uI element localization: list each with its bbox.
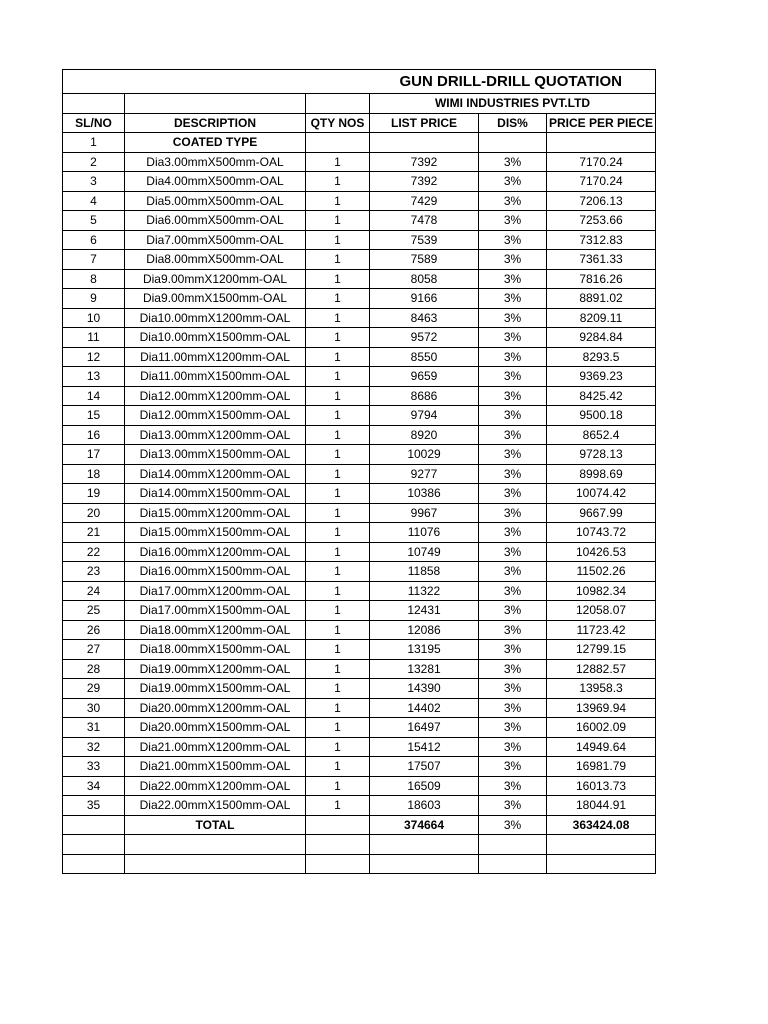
table-row	[63, 191, 656, 211]
price-per-piece-cell: 8293.5	[547, 347, 656, 367]
list-price-cell: 10029	[370, 445, 479, 465]
qty-cell: 1	[306, 757, 370, 777]
price-per-piece-cell: 7206.13	[547, 191, 656, 211]
sl-cell: 24	[63, 581, 125, 601]
description-cell: Dia5.00mmX500mm-OAL	[125, 191, 306, 211]
discount-cell: 3%	[479, 542, 547, 562]
column-header: QTY NOS	[306, 113, 370, 133]
list-price-cell: 14390	[370, 679, 479, 699]
list-price-cell: 11322	[370, 581, 479, 601]
qty-cell: 1	[306, 230, 370, 250]
list-price-cell: 9166	[370, 289, 479, 309]
description-cell: Dia10.00mmX1200mm-OAL	[125, 308, 306, 328]
sl-cell: 7	[63, 250, 125, 270]
sl-cell: 17	[63, 445, 125, 465]
discount-cell: 3%	[479, 757, 547, 777]
table-row	[63, 796, 656, 816]
qty-cell: 1	[306, 211, 370, 231]
list-price-cell: 17507	[370, 757, 479, 777]
description-cell: Dia9.00mmX1500mm-OAL	[125, 289, 306, 309]
list-price-cell: 10386	[370, 484, 479, 504]
description-cell: Dia17.00mmX1200mm-OAL	[125, 581, 306, 601]
table-row	[63, 464, 656, 484]
table-row	[63, 679, 656, 699]
description-cell: Dia16.00mmX1200mm-OAL	[125, 542, 306, 562]
table-row	[63, 425, 656, 445]
empty-cell	[125, 835, 306, 855]
discount-cell: 3%	[479, 679, 547, 699]
price-per-piece-cell: 12058.07	[547, 601, 656, 621]
description-cell: Dia16.00mmX1500mm-OAL	[125, 562, 306, 582]
price-per-piece-cell: 7170.24	[547, 152, 656, 172]
list-price-cell: 11076	[370, 523, 479, 543]
list-price-cell: 12086	[370, 620, 479, 640]
discount-cell: 3%	[479, 776, 547, 796]
description-cell: Dia7.00mmX500mm-OAL	[125, 230, 306, 250]
discount-cell: 3%	[479, 581, 547, 601]
sl-cell: 30	[63, 698, 125, 718]
description-cell: Dia13.00mmX1500mm-OAL	[125, 445, 306, 465]
table-row	[63, 542, 656, 562]
sl-cell: 31	[63, 718, 125, 738]
discount-cell: 3%	[479, 191, 547, 211]
qty-cell: 1	[306, 425, 370, 445]
sl-cell: 9	[63, 289, 125, 309]
price-per-piece-cell: 10426.53	[547, 542, 656, 562]
company-name: WIMI INDUSTRIES PVT.LTD	[370, 94, 656, 114]
sl-cell: 16	[63, 425, 125, 445]
price-per-piece-cell: 13969.94	[547, 698, 656, 718]
price-per-piece-cell: 16981.79	[547, 757, 656, 777]
title-spacer-cell	[125, 70, 306, 94]
price-per-piece-cell: 9500.18	[547, 406, 656, 426]
table-row	[63, 698, 656, 718]
table-row	[63, 328, 656, 348]
discount-cell: 3%	[479, 523, 547, 543]
table-row	[63, 445, 656, 465]
sl-cell: 21	[63, 523, 125, 543]
description-cell: Dia19.00mmX1500mm-OAL	[125, 679, 306, 699]
table-row	[63, 659, 656, 679]
title-spacer-cell	[63, 70, 125, 94]
title-spacer-cell	[306, 70, 370, 94]
qty-cell: 1	[306, 250, 370, 270]
discount-cell: 3%	[479, 250, 547, 270]
table-row	[63, 737, 656, 757]
discount-cell: 3%	[479, 503, 547, 523]
section-row	[63, 133, 656, 153]
price-per-piece-cell: 7253.66	[547, 211, 656, 231]
table-row	[63, 386, 656, 406]
sl-cell: 18	[63, 464, 125, 484]
total-price-per-piece: 363424.08	[547, 815, 656, 835]
company-row	[63, 94, 656, 114]
qty-cell: 1	[306, 347, 370, 367]
qty-cell: 1	[306, 581, 370, 601]
price-per-piece-cell: 9667.99	[547, 503, 656, 523]
table-row	[63, 503, 656, 523]
price-per-piece-cell: 8998.69	[547, 464, 656, 484]
sl-cell: 8	[63, 269, 125, 289]
discount-cell: 3%	[479, 308, 547, 328]
empty-row	[63, 854, 656, 874]
list-price-cell: 8058	[370, 269, 479, 289]
list-price-cell: 7392	[370, 152, 479, 172]
table-row	[63, 289, 656, 309]
price-per-piece-cell: 8891.02	[547, 289, 656, 309]
table-row	[63, 757, 656, 777]
list-price-cell: 7589	[370, 250, 479, 270]
discount-cell: 3%	[479, 211, 547, 231]
description-cell: Dia4.00mmX500mm-OAL	[125, 172, 306, 192]
qty-cell: 1	[306, 386, 370, 406]
column-header: DESCRIPTION	[125, 113, 306, 133]
description-cell: Dia18.00mmX1200mm-OAL	[125, 620, 306, 640]
qty-cell: 1	[306, 503, 370, 523]
table-row	[63, 718, 656, 738]
discount-cell: 3%	[479, 386, 547, 406]
sl-cell: 35	[63, 796, 125, 816]
table-row	[63, 776, 656, 796]
discount-cell: 3%	[479, 562, 547, 582]
list-price-cell: 18603	[370, 796, 479, 816]
sl-cell: 20	[63, 503, 125, 523]
qty-cell: 1	[306, 289, 370, 309]
discount-cell: 3%	[479, 601, 547, 621]
discount-cell: 3%	[479, 796, 547, 816]
sl-cell: 3	[63, 172, 125, 192]
description-cell: Dia22.00mmX1500mm-OAL	[125, 796, 306, 816]
discount-cell: 3%	[479, 445, 547, 465]
quotation-table	[62, 69, 656, 874]
qty-cell: 1	[306, 698, 370, 718]
empty-cell	[125, 854, 306, 874]
empty-cell	[63, 835, 125, 855]
description-cell: Dia19.00mmX1200mm-OAL	[125, 659, 306, 679]
table-row	[63, 562, 656, 582]
empty-cell	[370, 133, 479, 153]
qty-cell: 1	[306, 484, 370, 504]
sl-cell: 26	[63, 620, 125, 640]
price-per-piece-cell: 11723.42	[547, 620, 656, 640]
sl-cell: 12	[63, 347, 125, 367]
empty-cell	[479, 133, 547, 153]
price-per-piece-cell: 7312.83	[547, 230, 656, 250]
description-cell: Dia14.00mmX1500mm-OAL	[125, 484, 306, 504]
qty-cell: 1	[306, 718, 370, 738]
sl-cell: 27	[63, 640, 125, 660]
discount-cell: 3%	[479, 289, 547, 309]
discount-cell: 3%	[479, 718, 547, 738]
list-price-cell: 8920	[370, 425, 479, 445]
table-row	[63, 269, 656, 289]
price-per-piece-cell: 10982.34	[547, 581, 656, 601]
table-row	[63, 601, 656, 621]
empty-cell	[306, 854, 370, 874]
table-row	[63, 484, 656, 504]
description-cell: Dia6.00mmX500mm-OAL	[125, 211, 306, 231]
price-per-piece-cell: 16002.09	[547, 718, 656, 738]
qty-cell: 1	[306, 172, 370, 192]
empty-cell	[370, 854, 479, 874]
total-discount: 3%	[479, 815, 547, 835]
table-row	[63, 152, 656, 172]
description-cell: Dia11.00mmX1200mm-OAL	[125, 347, 306, 367]
empty-cell	[63, 854, 125, 874]
price-per-piece-cell: 11502.26	[547, 562, 656, 582]
price-per-piece-cell: 9369.23	[547, 367, 656, 387]
sl-cell: 34	[63, 776, 125, 796]
qty-cell: 1	[306, 191, 370, 211]
qty-cell: 1	[306, 542, 370, 562]
discount-cell: 3%	[479, 737, 547, 757]
header-row	[63, 113, 656, 133]
discount-cell: 3%	[479, 367, 547, 387]
qty-cell: 1	[306, 640, 370, 660]
title-row	[63, 70, 656, 94]
qty-cell: 1	[306, 269, 370, 289]
empty-cell	[306, 94, 370, 114]
description-cell: Dia13.00mmX1200mm-OAL	[125, 425, 306, 445]
total-row	[63, 815, 656, 835]
empty-cell	[479, 835, 547, 855]
discount-cell: 3%	[479, 464, 547, 484]
total-list-price: 374664	[370, 815, 479, 835]
list-price-cell: 9277	[370, 464, 479, 484]
table-row	[63, 250, 656, 270]
empty-cell	[306, 133, 370, 153]
empty-cell	[125, 94, 306, 114]
qty-cell: 1	[306, 523, 370, 543]
list-price-cell: 16509	[370, 776, 479, 796]
qty-cell: 1	[306, 601, 370, 621]
total-label: TOTAL	[125, 815, 306, 835]
description-cell: Dia11.00mmX1500mm-OAL	[125, 367, 306, 387]
description-cell: Dia20.00mmX1500mm-OAL	[125, 718, 306, 738]
table-row	[63, 172, 656, 192]
sl-cell: 33	[63, 757, 125, 777]
sl-cell: 6	[63, 230, 125, 250]
discount-cell: 3%	[479, 620, 547, 640]
description-cell: Dia18.00mmX1500mm-OAL	[125, 640, 306, 660]
description-cell: Dia20.00mmX1200mm-OAL	[125, 698, 306, 718]
price-per-piece-cell: 16013.73	[547, 776, 656, 796]
list-price-cell: 7539	[370, 230, 479, 250]
description-cell: Dia14.00mmX1200mm-OAL	[125, 464, 306, 484]
description-cell: Dia12.00mmX1500mm-OAL	[125, 406, 306, 426]
description-cell: Dia22.00mmX1200mm-OAL	[125, 776, 306, 796]
sl-cell: 13	[63, 367, 125, 387]
sl-cell: 22	[63, 542, 125, 562]
list-price-cell: 16497	[370, 718, 479, 738]
price-per-piece-cell: 8652.4	[547, 425, 656, 445]
section-title: COATED TYPE	[125, 133, 306, 153]
discount-cell: 3%	[479, 347, 547, 367]
list-price-cell: 7392	[370, 172, 479, 192]
sl-cell: 15	[63, 406, 125, 426]
discount-cell: 3%	[479, 640, 547, 660]
list-price-cell: 11858	[370, 562, 479, 582]
column-header: LIST PRICE	[370, 113, 479, 133]
empty-cell	[306, 815, 370, 835]
discount-cell: 3%	[479, 152, 547, 172]
table-row	[63, 211, 656, 231]
qty-cell: 1	[306, 406, 370, 426]
sl-cell: 2	[63, 152, 125, 172]
price-per-piece-cell: 14949.64	[547, 737, 656, 757]
sl-cell: 29	[63, 679, 125, 699]
table-row	[63, 230, 656, 250]
list-price-cell: 9572	[370, 328, 479, 348]
page-title: GUN DRILL-DRILL QUOTATION	[370, 70, 656, 94]
list-price-cell: 8463	[370, 308, 479, 328]
description-cell: Dia10.00mmX1500mm-OAL	[125, 328, 306, 348]
price-per-piece-cell: 8425.42	[547, 386, 656, 406]
empty-cell	[306, 835, 370, 855]
column-header: SL/NO	[63, 113, 125, 133]
empty-cell	[547, 854, 656, 874]
list-price-cell: 13281	[370, 659, 479, 679]
qty-cell: 1	[306, 308, 370, 328]
list-price-cell: 8686	[370, 386, 479, 406]
sl-cell: 28	[63, 659, 125, 679]
qty-cell: 1	[306, 562, 370, 582]
list-price-cell: 7429	[370, 191, 479, 211]
list-price-cell: 8550	[370, 347, 479, 367]
discount-cell: 3%	[479, 269, 547, 289]
qty-cell: 1	[306, 776, 370, 796]
price-per-piece-cell: 10074.42	[547, 484, 656, 504]
list-price-cell: 10749	[370, 542, 479, 562]
column-header: DIS%	[479, 113, 547, 133]
qty-cell: 1	[306, 367, 370, 387]
sl-cell: 4	[63, 191, 125, 211]
sl-cell: 5	[63, 211, 125, 231]
discount-cell: 3%	[479, 659, 547, 679]
sl-cell: 14	[63, 386, 125, 406]
list-price-cell: 14402	[370, 698, 479, 718]
sl-cell: 19	[63, 484, 125, 504]
description-cell: Dia15.00mmX1200mm-OAL	[125, 503, 306, 523]
price-per-piece-cell: 12799.15	[547, 640, 656, 660]
list-price-cell: 7478	[370, 211, 479, 231]
price-per-piece-cell: 9728.13	[547, 445, 656, 465]
table-row	[63, 523, 656, 543]
table-row	[63, 347, 656, 367]
price-per-piece-cell: 8209.11	[547, 308, 656, 328]
sl-cell: 10	[63, 308, 125, 328]
description-cell: Dia3.00mmX500mm-OAL	[125, 152, 306, 172]
description-cell: Dia8.00mmX500mm-OAL	[125, 250, 306, 270]
sl-cell: 1	[63, 133, 125, 153]
empty-cell	[479, 854, 547, 874]
list-price-cell: 9967	[370, 503, 479, 523]
qty-cell: 1	[306, 152, 370, 172]
price-per-piece-cell: 10743.72	[547, 523, 656, 543]
qty-cell: 1	[306, 737, 370, 757]
table-row	[63, 640, 656, 660]
empty-cell	[63, 94, 125, 114]
qty-cell: 1	[306, 679, 370, 699]
description-cell: Dia12.00mmX1200mm-OAL	[125, 386, 306, 406]
qty-cell: 1	[306, 328, 370, 348]
description-cell: Dia21.00mmX1500mm-OAL	[125, 757, 306, 777]
discount-cell: 3%	[479, 172, 547, 192]
description-cell: Dia9.00mmX1200mm-OAL	[125, 269, 306, 289]
qty-cell: 1	[306, 796, 370, 816]
discount-cell: 3%	[479, 484, 547, 504]
discount-cell: 3%	[479, 406, 547, 426]
discount-cell: 3%	[479, 328, 547, 348]
price-per-piece-cell: 7816.26	[547, 269, 656, 289]
price-per-piece-cell: 12882.57	[547, 659, 656, 679]
table-row	[63, 581, 656, 601]
sl-cell: 23	[63, 562, 125, 582]
description-cell: Dia15.00mmX1500mm-OAL	[125, 523, 306, 543]
sl-cell: 11	[63, 328, 125, 348]
sl-cell: 32	[63, 737, 125, 757]
price-per-piece-cell: 13958.3	[547, 679, 656, 699]
list-price-cell: 12431	[370, 601, 479, 621]
list-price-cell: 13195	[370, 640, 479, 660]
table-row	[63, 620, 656, 640]
list-price-cell: 9794	[370, 406, 479, 426]
discount-cell: 3%	[479, 425, 547, 445]
qty-cell: 1	[306, 620, 370, 640]
empty-cell	[547, 835, 656, 855]
price-per-piece-cell: 7361.33	[547, 250, 656, 270]
price-per-piece-cell: 18044.91	[547, 796, 656, 816]
table-row	[63, 406, 656, 426]
discount-cell: 3%	[479, 230, 547, 250]
description-cell: Dia17.00mmX1500mm-OAL	[125, 601, 306, 621]
qty-cell: 1	[306, 445, 370, 465]
description-cell: Dia21.00mmX1200mm-OAL	[125, 737, 306, 757]
column-header: PRICE PER PIECE	[547, 113, 656, 133]
table-row	[63, 308, 656, 328]
price-per-piece-cell: 7170.24	[547, 172, 656, 192]
quotation-sheet	[62, 69, 656, 874]
list-price-cell: 9659	[370, 367, 479, 387]
list-price-cell: 15412	[370, 737, 479, 757]
table-row	[63, 367, 656, 387]
empty-row	[63, 835, 656, 855]
empty-cell	[547, 133, 656, 153]
sl-cell: 25	[63, 601, 125, 621]
discount-cell: 3%	[479, 698, 547, 718]
empty-cell	[63, 815, 125, 835]
qty-cell: 1	[306, 464, 370, 484]
price-per-piece-cell: 9284.84	[547, 328, 656, 348]
qty-cell: 1	[306, 659, 370, 679]
empty-cell	[370, 835, 479, 855]
